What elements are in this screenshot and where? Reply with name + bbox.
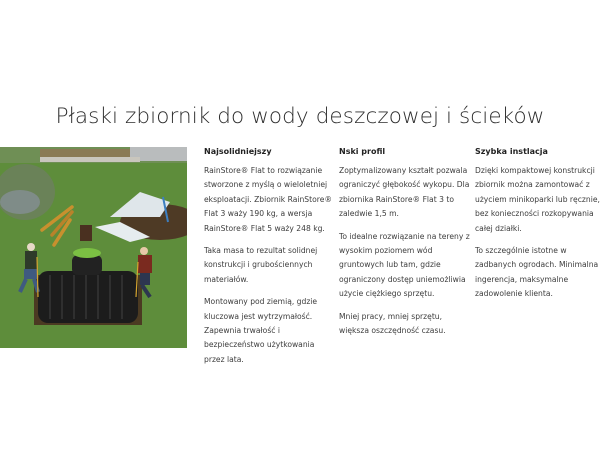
feature-paragraph: Montowany pod ziemią, gdzie kluczowa jest wytrzymałość. Zapewnia trwałość i bezpieczeństwo użytkowania przez lata. — [204, 297, 318, 364]
feature-column-quick-install — [475, 146, 600, 310]
feature-heading: Szybka instlacja — [475, 147, 548, 156]
feature-heading: Najsolidniejszy — [204, 147, 272, 156]
feature-paragraph: RainStore® Flat to rozwiązanie stworzone z myślą o wieloletniej eksploatacji. Zbiornik RainStore® Flat 3 waży 190 kg, a wersja RainStore® Flat 5 waży 248 kg. — [204, 166, 332, 233]
page-title: Płaski zbiornik do wody deszczowej i ścieków — [55, 104, 545, 129]
feature-column-low-profile — [339, 146, 471, 346]
feature-heading: Nski profil — [339, 147, 386, 156]
feature-paragraph: Zoptymalizowany kształt pozwala ograniczyć głębokość wykopu. Dla zbiornika RainStore® Flat 3 to zaledwie 1,5 m. — [339, 166, 470, 219]
tank-installation-illustration — [0, 147, 187, 348]
feature-paragraph: Dzięki kompaktowej konstrukcji zbiornik można zamontować z użyciem minikoparki lub ręcznie, bez konieczności rozkopywania całej działki. — [475, 166, 600, 233]
feature-paragraph: Taka masa to rezultat solidnej konstrukcji i grubościennych materiałów. — [204, 246, 318, 284]
feature-paragraph: Mniej pracy, mniej sprzętu, większa oszczędność czasu. — [339, 311, 446, 336]
feature-paragraph: To idealne rozwiązanie na tereny z wysokim poziomem wód gruntowych lub tam, gdzie ograniczony dostęp uniemożliwia użycie ciężkiego sprzętu. — [339, 231, 470, 299]
feature-paragraph: To szczególnie istotne w zadbanych ogrodach. Minimalna ingerencja, maksymalne zadowolenie klienta. — [475, 246, 599, 299]
product-photo — [0, 147, 187, 348]
feature-column-durability — [204, 146, 336, 375]
